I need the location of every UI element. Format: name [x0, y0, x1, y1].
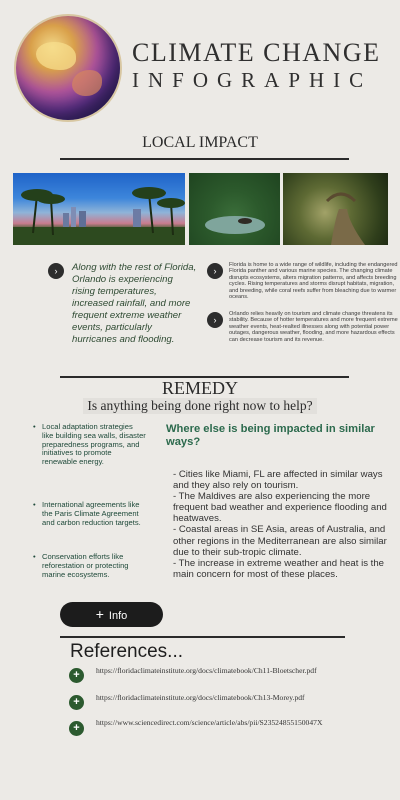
reference-link[interactable]: https://www.sciencedirect.com/science/article/abs/pii/S23524855150047X: [96, 718, 323, 727]
list-item: • Conservation efforts like reforestation or protecting marine ecosystems.: [28, 553, 146, 579]
info-button[interactable]: [60, 602, 163, 627]
wetland-photo: [189, 173, 280, 245]
tourism-impact-text: Orlando relies heavily on tourism and climate change threatens its stability. Because of hotter temperatures and more frequent extreme weather events, heat-realted illnesses along with potential power outages, dangerous weather, flooding, and more hazardous effects can decrease tourism and its revenue.: [229, 311, 398, 343]
plus-icon: +: [69, 721, 84, 736]
plus-icon: +: [69, 668, 84, 683]
list-item: • International agreements like the Paris Climate Agreement and carbon reduction targets.: [28, 501, 146, 527]
list-item: • Local adaptation strategies like building sea walls, disaster preparedness programs, and initiatives to promote renewable energy.: [28, 423, 146, 467]
references-title: References...: [70, 641, 183, 662]
globe-image: [16, 16, 120, 120]
chevron-right-icon: ›: [48, 263, 64, 279]
wildlife-impact-text: Florida is home to a wide range of wildlife, including the endangered Florida panther and various marine species. The changing climate disrupts ecosystems, alters migration patterns, and affects breeding cycles. Rising temperatures and storms disrupt habitats, migration, and breeding, while coral reefs suffer from bleaching due to warmer oceans.: [229, 262, 398, 301]
remedy-question: Is anything being done right now to help?: [0, 398, 400, 414]
page-title: CLIMATE CHANGE: [132, 38, 381, 67]
reference-link[interactable]: https://floridaclimateinstitute.org/docs/climatebook/Ch11-Bloetscher.pdf: [96, 666, 317, 675]
remedy-title: REMEDY: [162, 378, 238, 398]
plus-icon: +: [69, 695, 84, 710]
info-button-label: Info: [108, 610, 128, 622]
reference-link[interactable]: https://floridaclimateinstitute.org/docs/climatebook/Ch13-Morey.pdf: [96, 693, 305, 702]
orlando-skyline-photo: [13, 173, 185, 245]
elsewhere-body: - Cities like Miami, FL are affected in similar ways and they also rely on tourism. - The Maldives are also experiencing the more frequent bad weather and experience flooding and heatwaves. - Coastal areas in SE Asia, areas of Australia, and other regions in the Mediterranean are also similar due to their sub-tropic climate. - The increase in extreme weather and heat is the main concern for most of these places.: [173, 469, 387, 580]
page-subtitle: INFOGRAPHIC: [132, 68, 373, 92]
local-impact-intro: Along with the rest of Florida, Orlando is experiencing rising temperatures, increased rainfall, and more frequent extreme weather events, particularly hurricanes and flooding.: [72, 262, 197, 345]
remedy-action-list: [28, 553, 146, 579]
remedy-action-list: [28, 423, 146, 467]
divider: [60, 158, 349, 160]
chevron-right-icon: ›: [207, 263, 223, 279]
elsewhere-heading: Where else is being impacted in similar ways?: [166, 423, 375, 448]
remedy-action-list: [28, 501, 146, 527]
divider: [60, 636, 345, 638]
chevron-right-icon: ›: [207, 312, 223, 328]
forest-path-photo: [283, 173, 388, 245]
plus-icon: +: [95, 606, 104, 622]
local-impact-title: LOCAL IMPACT: [142, 134, 258, 151]
